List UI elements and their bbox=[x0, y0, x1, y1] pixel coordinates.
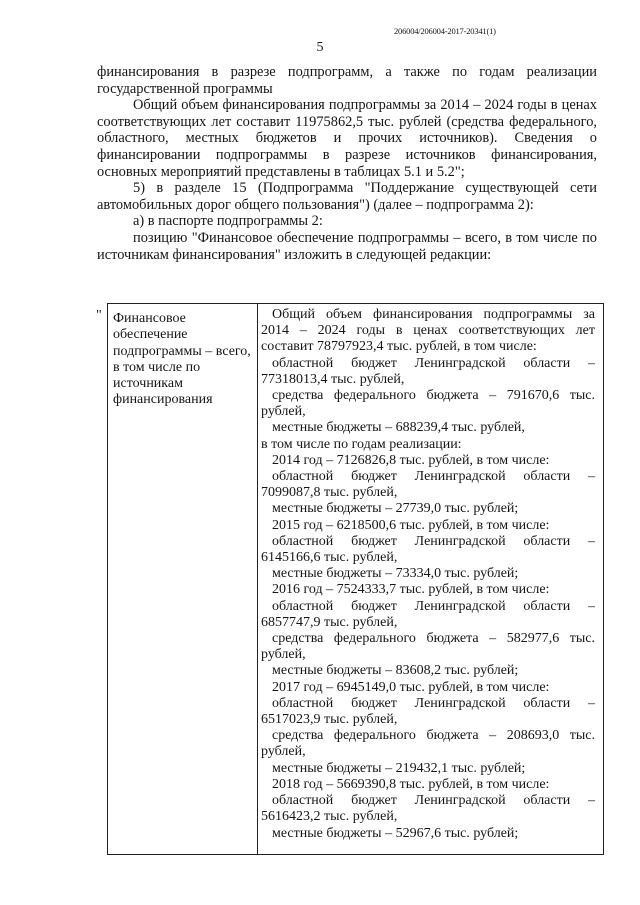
table-line: областной бюджет Ленинградской области – 5616423,2 тыс. рублей, bbox=[261, 793, 595, 825]
table-line: в том числе по годам реализации: bbox=[261, 436, 462, 452]
table-line: местные бюджеты – 83608,2 тыс. рублей; bbox=[272, 663, 519, 679]
table-left-label: Финансовое обеспечение подпрограммы – всего, в том числе по источникам финансирования bbox=[108, 304, 258, 854]
table-line: областной бюджет Ленинградской области – 6145166,6 тыс. рублей, bbox=[261, 533, 595, 566]
table-line: 2017 год – 6945149,0 тыс. рублей, в том числе: bbox=[272, 679, 550, 695]
table-line: 2016 год – 7524333,7 тыс. рублей, в том числе: bbox=[272, 582, 550, 598]
table-line: областной бюджет Ленинградской области – 6857747,9 тыс. рублей, bbox=[261, 598, 595, 630]
table-line: Общий объем финансирования подпрограммы за 2014 – 2024 годы в ценах соответствующих лет составит 78797923,4 тыс. рублей, в том числе: bbox=[261, 307, 595, 355]
financing-table bbox=[107, 303, 604, 855]
paragraph: 5) в разделе 15 (Подпрограмма "Поддержание существующей сети автомобильных дорог общего пользования") (далее – подпрограмма 2): bbox=[97, 180, 597, 213]
table-line: областной бюджет Ленинградской области – 77318013,4 тыс. рублей, bbox=[261, 355, 595, 387]
table-line: местные бюджеты – 73334,0 тыс. рублей; bbox=[272, 566, 519, 582]
table-line: средства федерального бюджета – 791670,6 тыс. рублей, bbox=[261, 388, 595, 420]
document-body bbox=[97, 64, 597, 263]
table-line: местные бюджеты – 688239,4 тыс. рублей, bbox=[272, 420, 525, 436]
paragraph: Общий объем финансирования подпрограммы за 2014 – 2024 годы в ценах соответствующих лет составит 11975862,5 тыс. рублей (средства федерального, областного, местных бюджетов и прочих источников). Сведения о финансировании подпрограммы в разрезе источников финансирования, основных мероприятий представлены в таблицах 5.1 и 5.2"; bbox=[97, 97, 597, 180]
page-number: 5 bbox=[316, 40, 324, 55]
paragraph: а) в паспорте подпрограммы 2: bbox=[133, 213, 323, 230]
document-number: 206004/206004-2017-20341(1) bbox=[394, 26, 496, 36]
table-line: 2015 год – 6218500,6 тыс. рублей, в том числе: bbox=[272, 517, 550, 533]
paragraph: финансирования в разрезе подпрограмм, а также по годам реализации государственной программы bbox=[97, 64, 597, 97]
table-line: местные бюджеты – 27739,0 тыс. рублей; bbox=[272, 501, 519, 517]
table-line: местные бюджеты – 52967,6 тыс. рублей; bbox=[272, 825, 519, 841]
table-line: 2014 год – 7126826,8 тыс. рублей, в том числе: bbox=[272, 452, 550, 468]
table-line: 2018 год – 5669390,8 тыс. рублей, в том числе: bbox=[272, 776, 550, 792]
table-line: местные бюджеты – 219432,1 тыс. рублей; bbox=[272, 760, 526, 776]
table-right-content bbox=[258, 304, 603, 842]
table-line: областной бюджет Ленинградской области – 6517023,9 тыс. рублей, bbox=[261, 695, 595, 728]
paragraph: позицию "Финансовое обеспечение подпрограммы – всего, в том числе по источникам финансирования" изложить в следующей редакции: bbox=[97, 229, 597, 263]
table-line: средства федерального бюджета – 582977,6 тыс. рублей, bbox=[261, 631, 595, 663]
table-line: областной бюджет Ленинградской области – 7099087,8 тыс. рублей, bbox=[261, 469, 595, 501]
table-line: средства федерального бюджета – 208693,0 тыс. рублей, bbox=[261, 728, 595, 760]
opening-quote: " bbox=[96, 308, 102, 323]
